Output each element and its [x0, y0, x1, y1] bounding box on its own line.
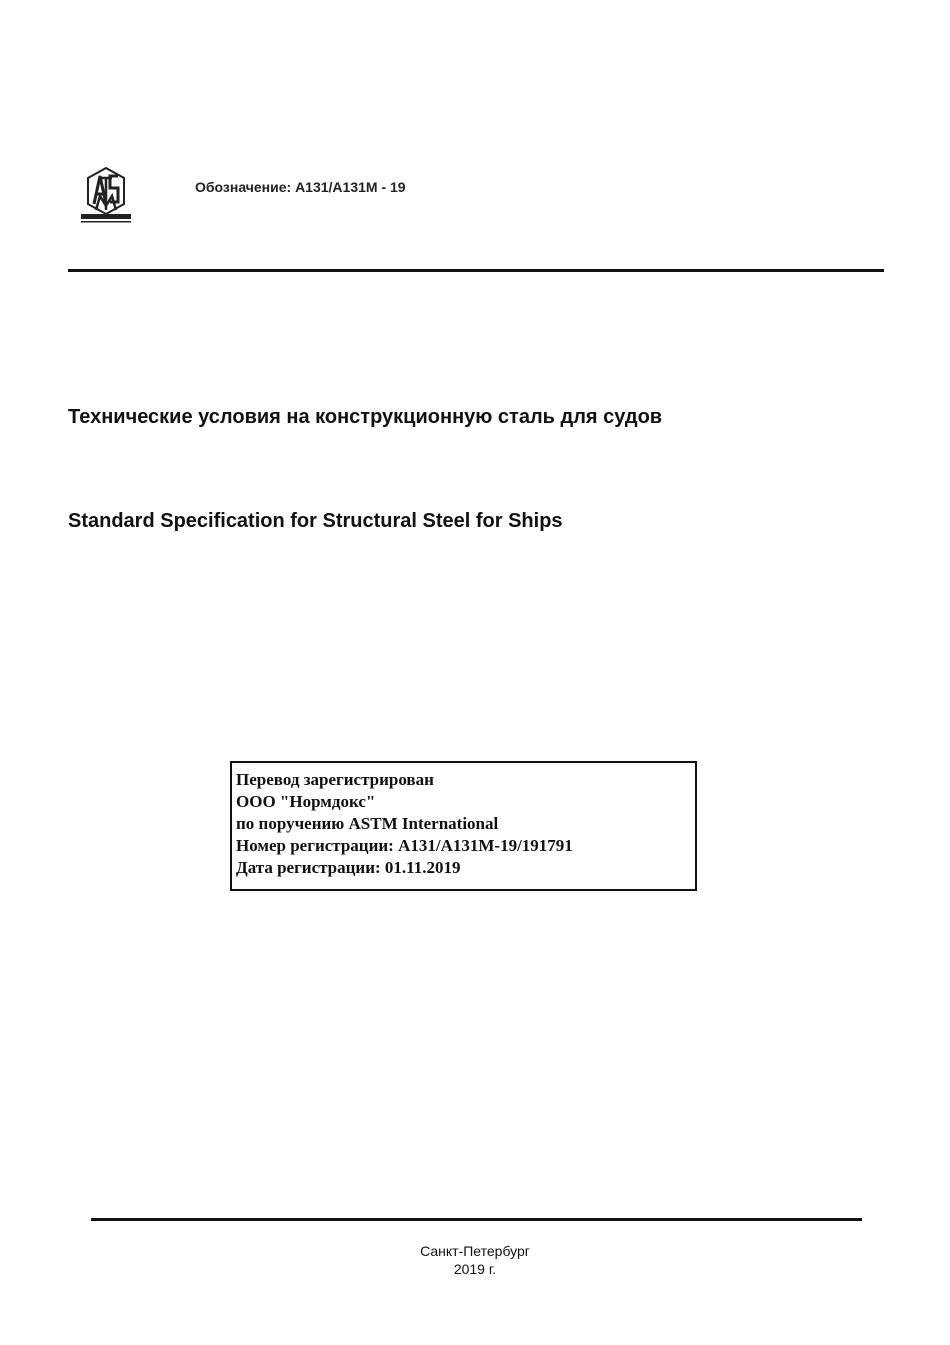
bottom-divider	[91, 1218, 862, 1221]
footer	[0, 1242, 950, 1278]
registration-line: Номер регистрации: A131/A131M-19/191791	[236, 836, 573, 855]
designation-label: Обозначение: A131/A131M - 19	[195, 179, 406, 195]
registration-line: Дата регистрации: 01.11.2019	[236, 858, 461, 877]
astm-logo-icon	[78, 164, 134, 224]
registration-line: по поручению ASTM International	[236, 814, 499, 833]
footer-year: 2019 г.	[453, 1261, 497, 1277]
top-divider	[68, 269, 884, 272]
title-english: Standard Specification for Structural Steel for Ships	[68, 510, 563, 532]
title-russian: Технические условия на конструкционную сталь для судов	[68, 406, 663, 428]
registration-box	[230, 761, 697, 891]
registration-line: Перевод зарегистрирован	[236, 770, 434, 789]
footer-city: Санкт-Петербург	[420, 1243, 530, 1259]
registration-line: ООО "Нормдокс"	[236, 792, 376, 811]
